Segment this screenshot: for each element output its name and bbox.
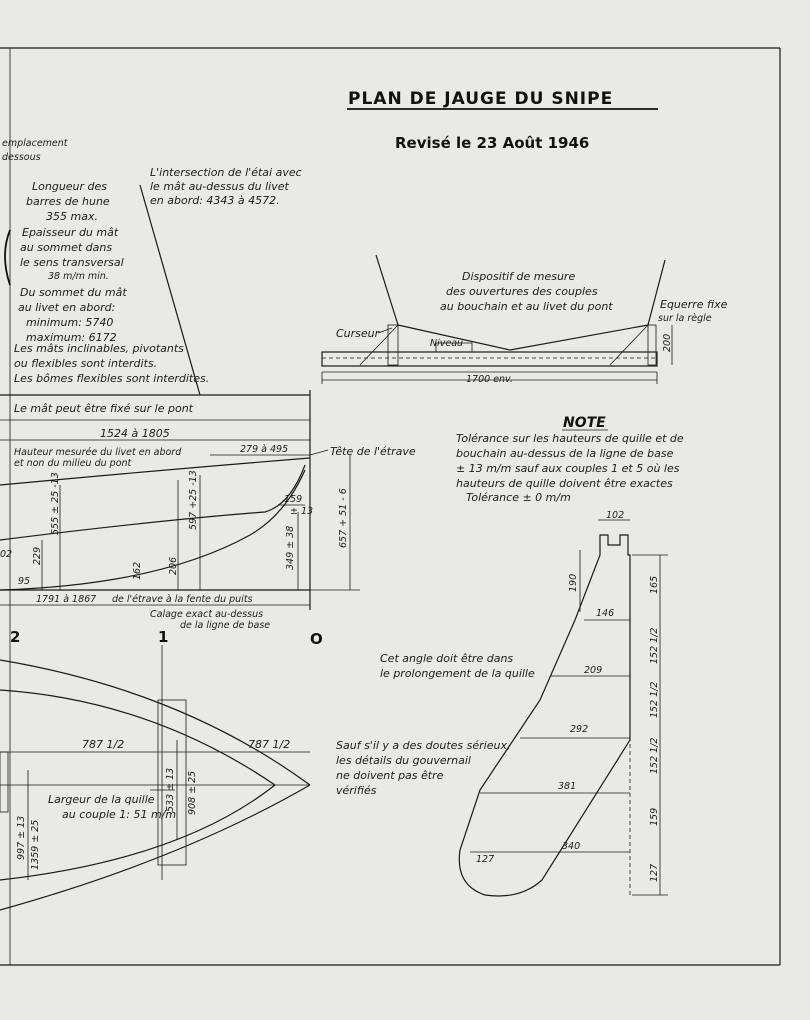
svg-text:Epaisseur du mât: Epaisseur du mât	[22, 226, 119, 239]
svg-text:533 ± 13: 533 ± 13	[165, 767, 176, 812]
svg-text:Largeur de la quille: Largeur de la quille	[48, 793, 155, 806]
svg-text:NOTE: NOTE	[563, 415, 606, 431]
svg-text:229: 229	[32, 546, 43, 565]
svg-text:209: 209	[584, 665, 603, 676]
svg-text:L'intersection de l'étai avec: L'intersection de l'étai avec	[150, 166, 302, 179]
svg-text:Tolérance sur les hauteurs de: Tolérance sur les hauteurs de quille et de	[456, 432, 684, 445]
svg-text:O: O	[310, 630, 323, 648]
svg-text:102: 102	[606, 510, 625, 521]
svg-text:279 à 495: 279 à 495	[240, 444, 289, 455]
svg-text:bouchain au-dessus de la ligne: bouchain au-dessus de la ligne de base	[456, 447, 674, 460]
svg-text:au bouchain et au livet du pon: au bouchain et au livet du pont	[440, 300, 613, 313]
svg-text:Equerre fixe: Equerre fixe	[660, 298, 728, 311]
svg-text:152 1/2: 152 1/2	[649, 627, 660, 664]
svg-text:Hauteur mesurée du livet en ab: Hauteur mesurée du livet en abord	[14, 447, 182, 458]
revision-date: Revisé le 23 Août 1946	[395, 134, 590, 152]
svg-text:657 + 51 - 6: 657 + 51 - 6	[338, 488, 349, 548]
svg-text:Longueur des: Longueur des	[32, 180, 108, 193]
svg-text:787 1/2: 787 1/2	[82, 738, 125, 751]
svg-text:190: 190	[568, 573, 579, 592]
svg-text:206: 206	[168, 556, 179, 575]
svg-text:Tête de l'étrave: Tête de l'étrave	[330, 445, 416, 458]
stay-note	[150, 166, 302, 207]
svg-text:hauteurs de quille doivent êtr: hauteurs de quille doivent être exactes	[456, 477, 673, 490]
svg-text:162: 162	[132, 561, 143, 580]
svg-text:787 1/2: 787 1/2	[248, 738, 291, 751]
svg-text:des ouvertures des couples: des ouvertures des couples	[446, 285, 598, 298]
svg-text:les détails du gouvernail: les détails du gouvernail	[336, 754, 471, 767]
svg-text:dessous: dessous	[2, 152, 41, 163]
svg-text:barres de hune: barres de hune	[26, 195, 110, 208]
svg-text:38 m/m min.: 38 m/m min.	[48, 271, 109, 282]
svg-text:Les bômes flexibles sont inter: Les bômes flexibles sont interdites.	[14, 372, 210, 385]
svg-text:152 1/2: 152 1/2	[649, 737, 660, 774]
svg-text:997 ± 13: 997 ± 13	[16, 815, 27, 860]
svg-text:minimum: 5740: minimum: 5740	[26, 316, 114, 329]
svg-text:165: 165	[649, 575, 660, 594]
svg-text:146: 146	[596, 608, 615, 619]
svg-text:Du sommet du mât: Du sommet du mât	[20, 286, 127, 299]
svg-text:ou flexibles sont interdits.: ou flexibles sont interdits.	[14, 357, 158, 370]
svg-text:et non du milieu du pont: et non du milieu du pont	[14, 458, 132, 469]
svg-text:en abord: 4343 à 4572.: en abord: 4343 à 4572.	[150, 194, 280, 207]
svg-text:Sauf s'il y a des doutes série: Sauf s'il y a des doutes sérieux,	[336, 739, 511, 752]
svg-text:1700 env.: 1700 env.	[466, 374, 513, 385]
svg-text:159: 159	[284, 494, 303, 505]
svg-text:le sens transversal: le sens transversal	[20, 256, 124, 269]
svg-text:Calage exact au-dessus: Calage exact au-dessus	[150, 609, 264, 620]
svg-text:de la ligne de base: de la ligne de base	[180, 620, 271, 631]
svg-text:au sommet dans: au sommet dans	[20, 241, 113, 254]
svg-text:355 max.: 355 max.	[46, 210, 98, 223]
svg-text:349 ± 38: 349 ± 38	[285, 525, 296, 570]
svg-text:Cet angle doit être dans: Cet angle doit être dans	[380, 652, 514, 665]
svg-text:908 ± 25: 908 ± 25	[187, 770, 198, 815]
svg-text:Le mât peut être fixé sur le p: Le mât peut être fixé sur le pont	[14, 402, 193, 415]
svg-text:1359 ± 25: 1359 ± 25	[30, 819, 41, 870]
svg-text:159: 159	[649, 807, 660, 826]
svg-text:127: 127	[476, 854, 495, 865]
svg-text:597 +25 -13: 597 +25 -13	[188, 470, 199, 530]
svg-text:127: 127	[649, 863, 660, 882]
svg-text:Niveau: Niveau	[430, 338, 464, 349]
svg-text:± 13 m/m sauf aux couples 1 e: ± 13 m/m sauf aux couples 1 et 5 où les	[456, 462, 680, 475]
svg-text:au couple 1: 51 m/m: au couple 1: 51 m/m	[62, 808, 177, 821]
svg-text:1524 à 1805: 1524 à 1805	[100, 427, 170, 440]
svg-text:1791 à 1867: 1791 à 1867	[36, 594, 97, 605]
svg-text:340: 340	[562, 841, 581, 852]
svg-text:ne doivent pas être: ne doivent pas être	[336, 769, 444, 782]
svg-text:152 1/2: 152 1/2	[649, 681, 660, 718]
svg-text:le mât au-dessus du livet: le mât au-dessus du livet	[150, 180, 289, 193]
svg-text:292: 292	[570, 724, 589, 735]
svg-text:1: 1	[158, 628, 169, 646]
svg-text:sur la règle: sur la règle	[658, 313, 712, 324]
svg-text:95: 95	[18, 576, 31, 587]
svg-text:vérifiés: vérifiés	[336, 784, 377, 797]
svg-text:emplacement: emplacement	[2, 138, 68, 149]
svg-text:02: 02	[0, 549, 13, 560]
svg-text:Curseur: Curseur	[336, 327, 380, 340]
svg-text:Tolérance ± 0 m/m: Tolérance ± 0 m/m	[466, 491, 571, 504]
svg-text:381: 381	[558, 781, 577, 792]
svg-text:Dispositif de mesure: Dispositif de mesure	[462, 270, 576, 283]
svg-text:le prolongement de la quille: le prolongement de la quille	[380, 667, 535, 680]
svg-text:200: 200	[662, 333, 673, 352]
svg-text:2: 2	[10, 628, 21, 646]
svg-text:± 13: ± 13	[290, 506, 314, 517]
svg-text:555 ± 25 -13: 555 ± 25 -13	[50, 472, 61, 535]
svg-text:de l'étrave à la fente du pui: de l'étrave à la fente du puits	[112, 594, 253, 605]
page-title: PLAN DE JAUGE DU SNIPE	[348, 89, 614, 109]
svg-text:maximum: 6172: maximum: 6172	[26, 331, 117, 344]
svg-text:Les mâts inclinables, pivotant: Les mâts inclinables, pivotants	[14, 342, 184, 355]
svg-text:au livet en abord:: au livet en abord:	[18, 301, 116, 314]
